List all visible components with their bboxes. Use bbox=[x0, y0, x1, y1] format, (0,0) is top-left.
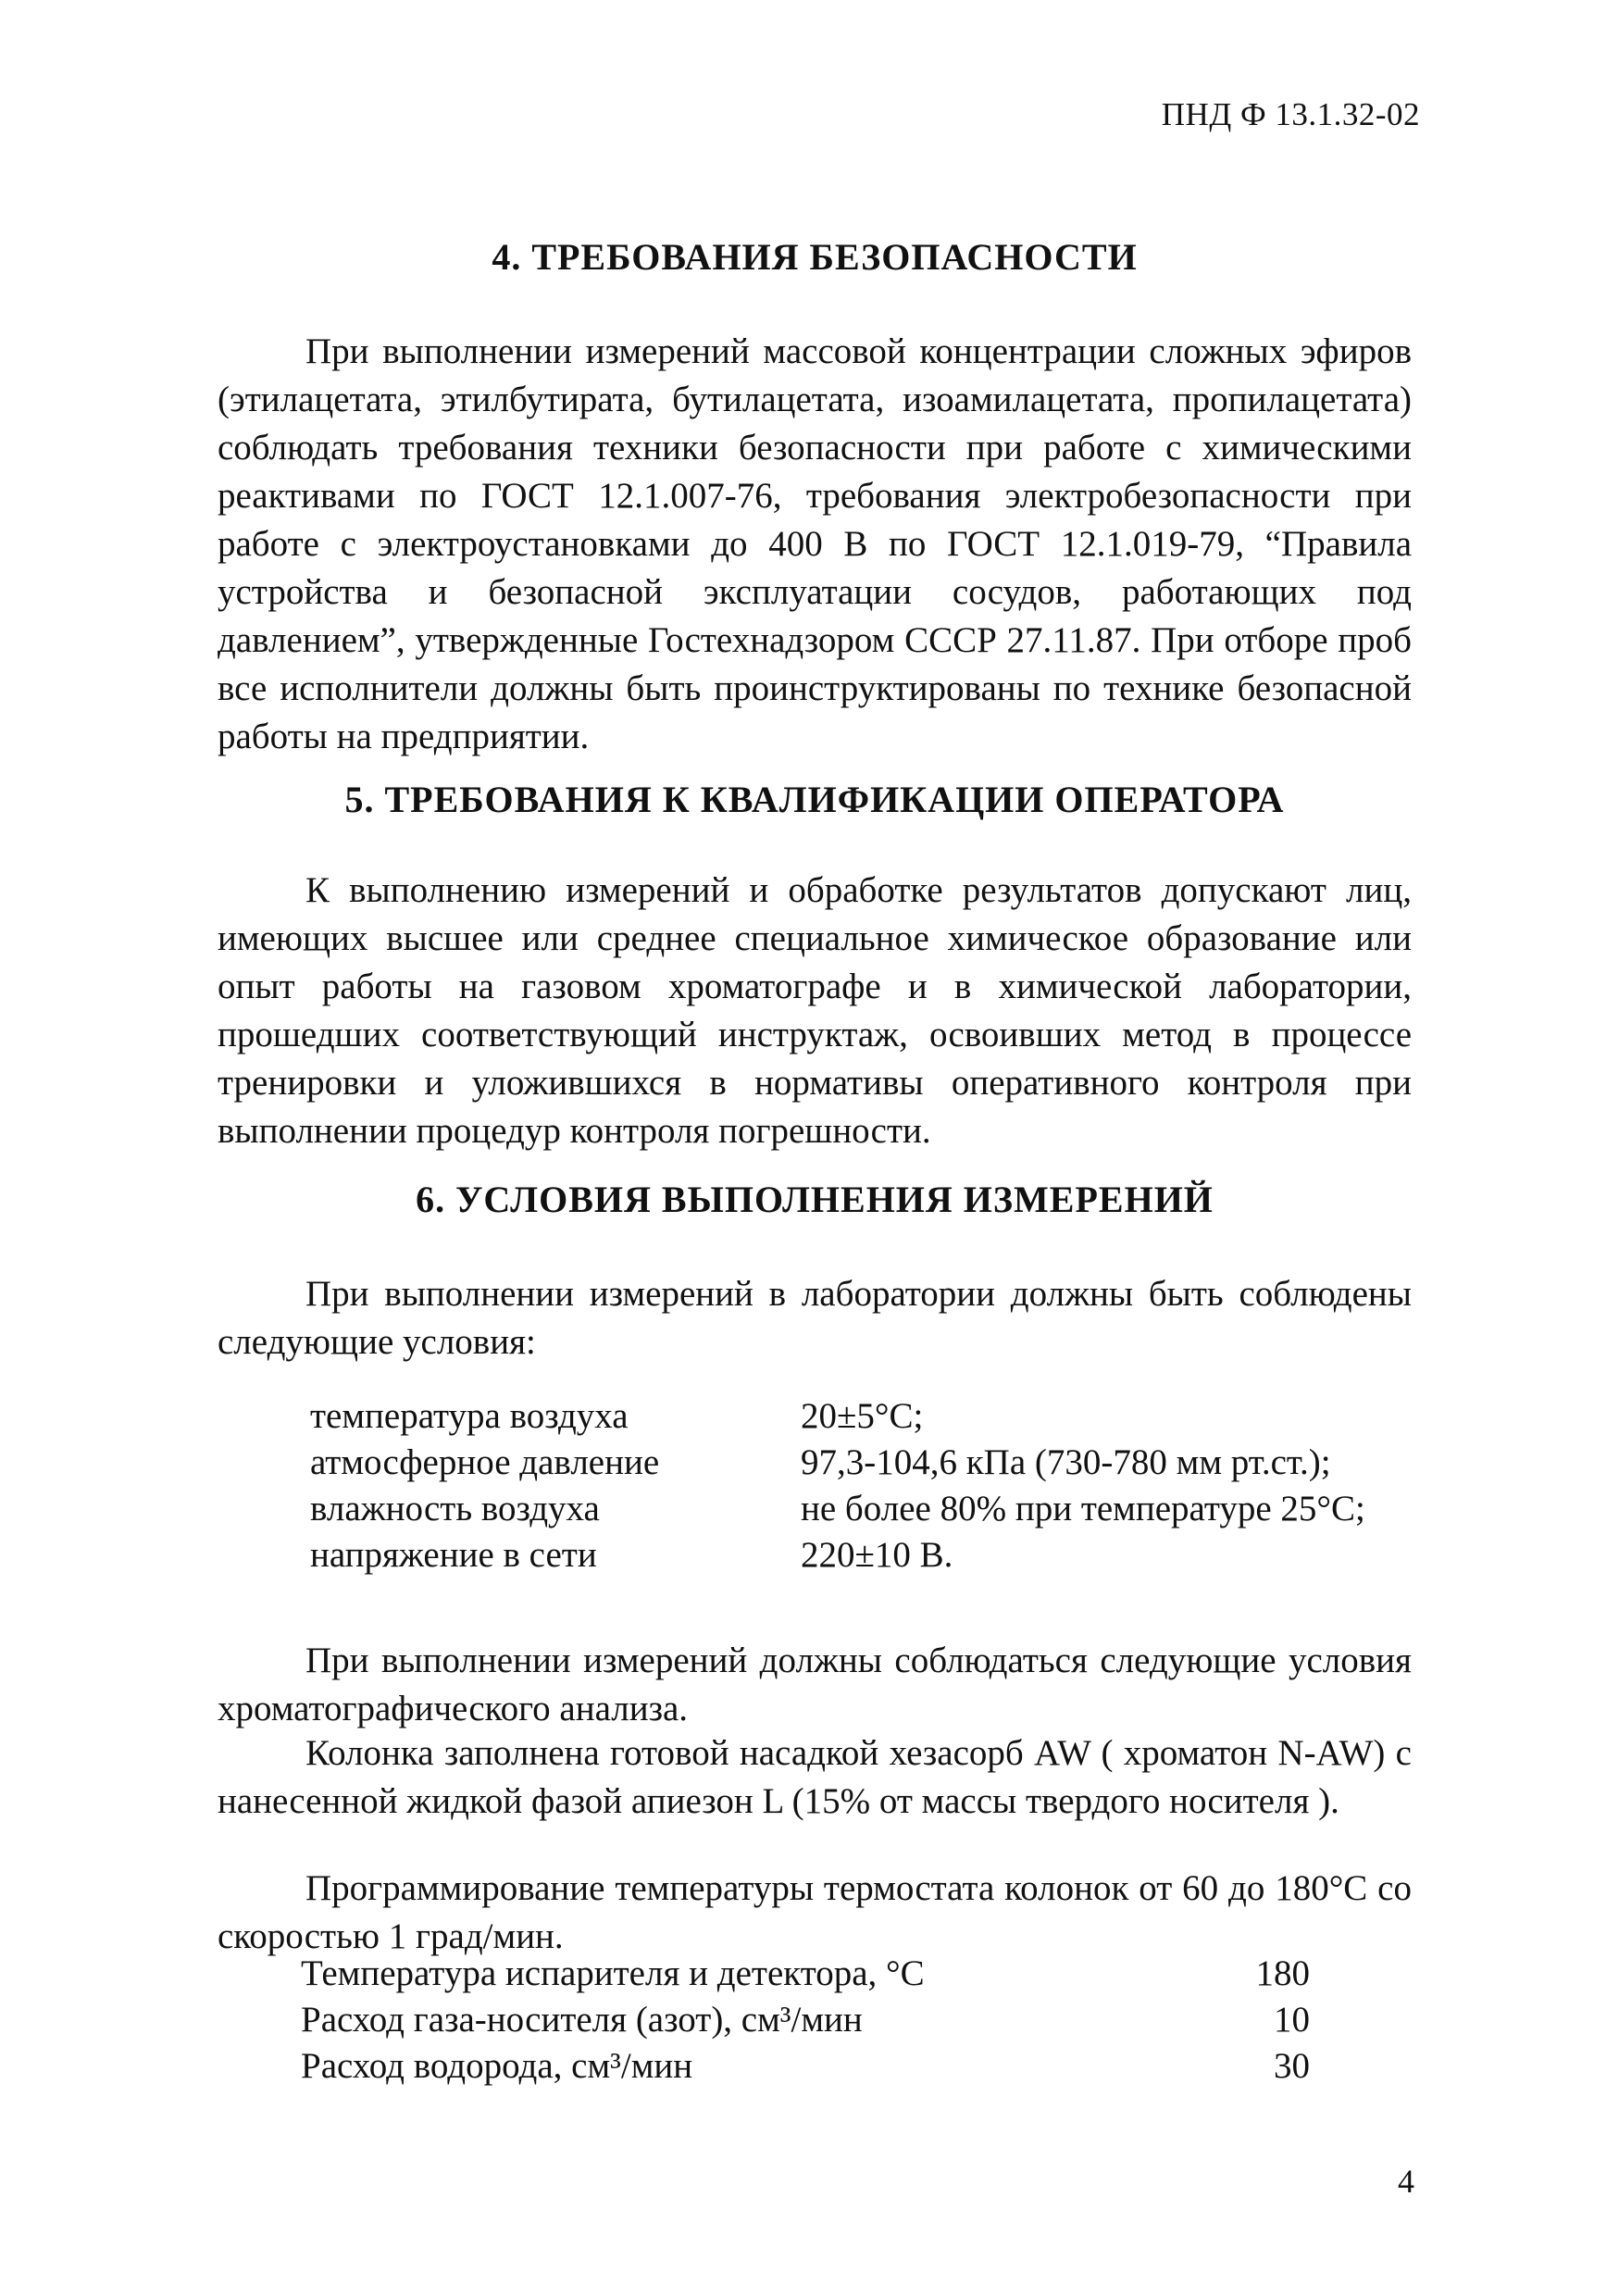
condition-name: напряжение в сети bbox=[310, 1535, 597, 1575]
parameter-value: 30 bbox=[1274, 2046, 1310, 2086]
section-4-title: 4. ТРЕБОВАНИЯ БЕЗОПАСНОСТИ bbox=[492, 236, 1138, 278]
condition-name: влажность воздуха bbox=[310, 1489, 600, 1529]
temperature-programming: Программирование температуры термостата колонок от 60 до 180°С со скоростью 1 град/мин. bbox=[218, 1868, 1412, 1956]
condition-value: не более 80% при температуре 25°С; bbox=[801, 1489, 1365, 1529]
section-4-paragraph: При выполнении измерений массовой концентрации сложных эфиров (этилацетата, этилбутирата, бутилацетата, изоамилацетата, пропилацетата) соблюдать требования техники безопасности при работе с химическими реактивами по ГОСТ 12.1.007-76, требования электробезопасности при работе с электроустановками до 400 В по ГОСТ 12.1.019-79, “Правила устройства и безопасной эксплуатации сосудов, работающих под давлением”, утвержденные Гостехнадзором СССР 27.11.87. При отборе проб все исполнители должны быть проинструктированы по технике безопасной работы на предприятии. bbox=[218, 331, 1412, 756]
parameter-row bbox=[301, 2043, 1310, 2090]
section-6-title: 6. УСЛОВИЯ ВЫПОЛНЕНИЯ ИЗМЕРЕНИЙ bbox=[416, 1179, 1214, 1220]
parameter-row bbox=[301, 1997, 1310, 2043]
condition-row bbox=[310, 1532, 1421, 1578]
condition-value: 220±10 В. bbox=[801, 1535, 953, 1575]
section-6-intro: При выполнении измерений в лаборатории должны быть соблюдены следующие условия: bbox=[218, 1274, 1412, 1362]
condition-value: 97,3-104,6 кПа (730-780 мм рт.ст.); bbox=[801, 1442, 1331, 1482]
condition-row bbox=[310, 1393, 1421, 1440]
condition-value: 20±5°С; bbox=[801, 1396, 924, 1436]
condition-name: температура воздуха bbox=[310, 1396, 629, 1436]
document-code: ПНД Ф 13.1.32-02 bbox=[1161, 96, 1420, 132]
condition-name: атмосферное давление bbox=[310, 1442, 660, 1482]
section-5-title: 5. ТРЕБОВАНИЯ К КВАЛИФИКАЦИИ ОПЕРАТОРА bbox=[344, 779, 1285, 820]
parameter-name: Температура испарителя и детектора, °С bbox=[301, 1953, 925, 1993]
analysis-parameters bbox=[301, 1951, 1310, 2090]
parameter-name: Расход водорода, см³/мин bbox=[301, 2046, 693, 2086]
page-number: 4 bbox=[1398, 2163, 1414, 2200]
parameter-name: Расход газа-носителя (азот), см³/мин bbox=[301, 2000, 863, 2040]
conditions-list bbox=[310, 1393, 1421, 1578]
section-5-paragraph: К выполнению измерений и обработке результатов допускают лиц, имеющих высшее или среднее специальное химическое образование или опыт работы на газовом хроматографе и в химической лаборатории, прошедших соответствующий инструктаж, освоивших метод в процессе тренировки и уложившихся в нормативы оперативного контроля при выполнении процедур контроля погрешности. bbox=[218, 870, 1412, 1151]
parameter-row bbox=[301, 1951, 1310, 1997]
condition-row bbox=[310, 1440, 1421, 1486]
parameter-value: 10 bbox=[1274, 2000, 1310, 2040]
condition-row bbox=[310, 1486, 1421, 1532]
column-description: Колонка заполнена готовой насадкой хезасорб AW ( хроматон N-AW) с нанесенной жидкой фазой апиезон L (15% от массы твердого носителя ). bbox=[218, 1733, 1412, 1821]
chromatography-intro: При выполнении измерений должны соблюдаться следующие условия хроматографического анализа. bbox=[218, 1641, 1412, 1728]
parameter-value: 180 bbox=[1255, 1953, 1310, 1993]
